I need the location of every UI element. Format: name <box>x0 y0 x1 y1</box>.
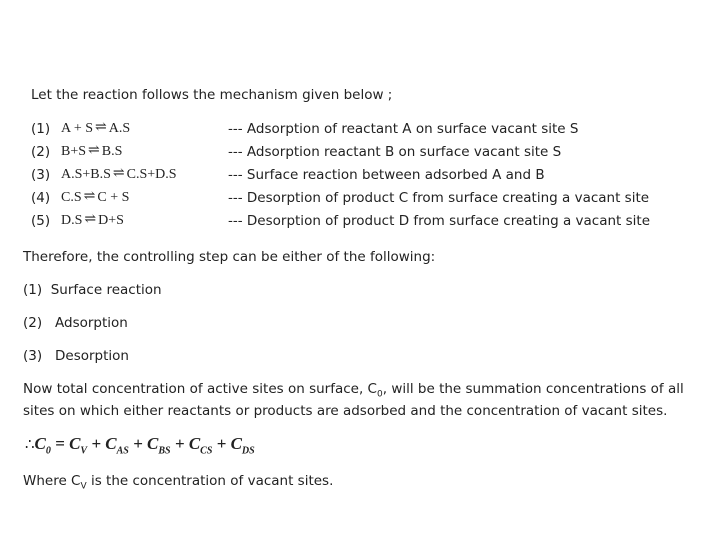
step-rhs: C.S+D.S <box>126 167 177 182</box>
step-number: (5) <box>31 213 51 229</box>
equation-term: C <box>69 434 81 453</box>
subscript: 0 <box>377 389 383 400</box>
text-segment: is the concentration of vacant sites. <box>86 473 334 489</box>
equilibrium-arrow-icon: ⇌ <box>84 212 97 227</box>
option-number: (3) <box>23 348 43 364</box>
equation-lhs: C <box>34 434 46 453</box>
total-concentration-line2: sites on which either reactants or products are adsorbed and the concentration of vacant sites. <box>23 403 668 419</box>
therefore-text: Therefore, the controlling step can be either of the following: <box>23 249 436 265</box>
step-number: (1) <box>31 121 51 137</box>
text-segment: Now total concentration of active sites on surface, C <box>23 381 377 397</box>
intro-text: Let the reaction follows the mechanism given below ; <box>31 87 393 103</box>
step-equation <box>61 212 124 229</box>
equation-term: C <box>188 434 201 453</box>
step-equation <box>61 189 129 206</box>
step-number: (3) <box>31 167 51 183</box>
step-lhs: D.S <box>61 213 83 228</box>
step-description: --- Adsorption reactant B on surface vacant site S <box>228 144 562 160</box>
equilibrium-arrow-icon: ⇌ <box>83 189 96 204</box>
equals-sign: = <box>50 434 70 453</box>
therefore-symbol-icon: ∴ <box>25 437 35 453</box>
equation-term: C <box>147 434 159 453</box>
plus-sign: + <box>128 434 148 453</box>
equilibrium-arrow-icon: ⇌ <box>95 120 107 135</box>
option-number: (2) <box>23 315 43 331</box>
equation-term-sub: BS <box>158 445 171 457</box>
equation-term-sub: AS <box>116 445 129 457</box>
step-equation <box>61 166 177 183</box>
equation-term-sub: DS <box>241 445 255 457</box>
step-lhs: B+S <box>61 144 87 159</box>
equation-term: C <box>230 434 242 453</box>
step-description: --- Surface reaction between adsorbed A and B <box>228 167 545 183</box>
step-rhs: B.S <box>101 144 123 159</box>
step-equation <box>61 143 122 160</box>
site-balance-equation <box>25 434 255 456</box>
equilibrium-arrow-icon: ⇌ <box>88 143 100 158</box>
option-number: (1) <box>23 282 43 298</box>
step-lhs: C.S <box>61 190 82 205</box>
step-number: (2) <box>31 144 51 160</box>
option-label: Desorption <box>55 348 129 364</box>
step-description: --- Desorption of product C from surface creating a vacant site <box>228 190 650 206</box>
step-lhs: A.S+B.S <box>61 167 111 182</box>
step-description: --- Adsorption of reactant A on surface vacant site S <box>228 121 579 137</box>
step-rhs: C + S <box>97 190 130 205</box>
step-lhs: A + S <box>61 121 94 136</box>
equation-lhs-sub: 0 <box>45 445 51 457</box>
option-item <box>23 282 162 298</box>
plus-sign: + <box>212 434 231 453</box>
where-text <box>23 473 333 492</box>
plus-sign: + <box>170 434 189 453</box>
option-label: Surface reaction <box>50 282 162 298</box>
option-item <box>23 348 129 364</box>
equilibrium-arrow-icon: ⇌ <box>112 166 125 181</box>
equation-term: C <box>105 434 117 453</box>
plus-sign: + <box>87 434 106 453</box>
step-number: (4) <box>31 190 51 206</box>
step-equation <box>61 120 130 137</box>
option-item <box>23 315 128 331</box>
step-rhs: D+S <box>98 213 124 228</box>
subscript: V <box>80 481 87 492</box>
option-label: Adsorption <box>55 315 128 331</box>
step-description: --- Desorption of product D from surface creating a vacant site <box>228 213 651 229</box>
text-segment: , will be the summation concentrations of all <box>382 381 684 397</box>
text-segment: Where C <box>23 473 81 489</box>
total-concentration-line1 <box>23 381 684 400</box>
step-rhs: A.S <box>108 121 131 136</box>
equation-term-sub: CS <box>200 445 213 457</box>
equation-term-sub: V <box>80 445 88 457</box>
